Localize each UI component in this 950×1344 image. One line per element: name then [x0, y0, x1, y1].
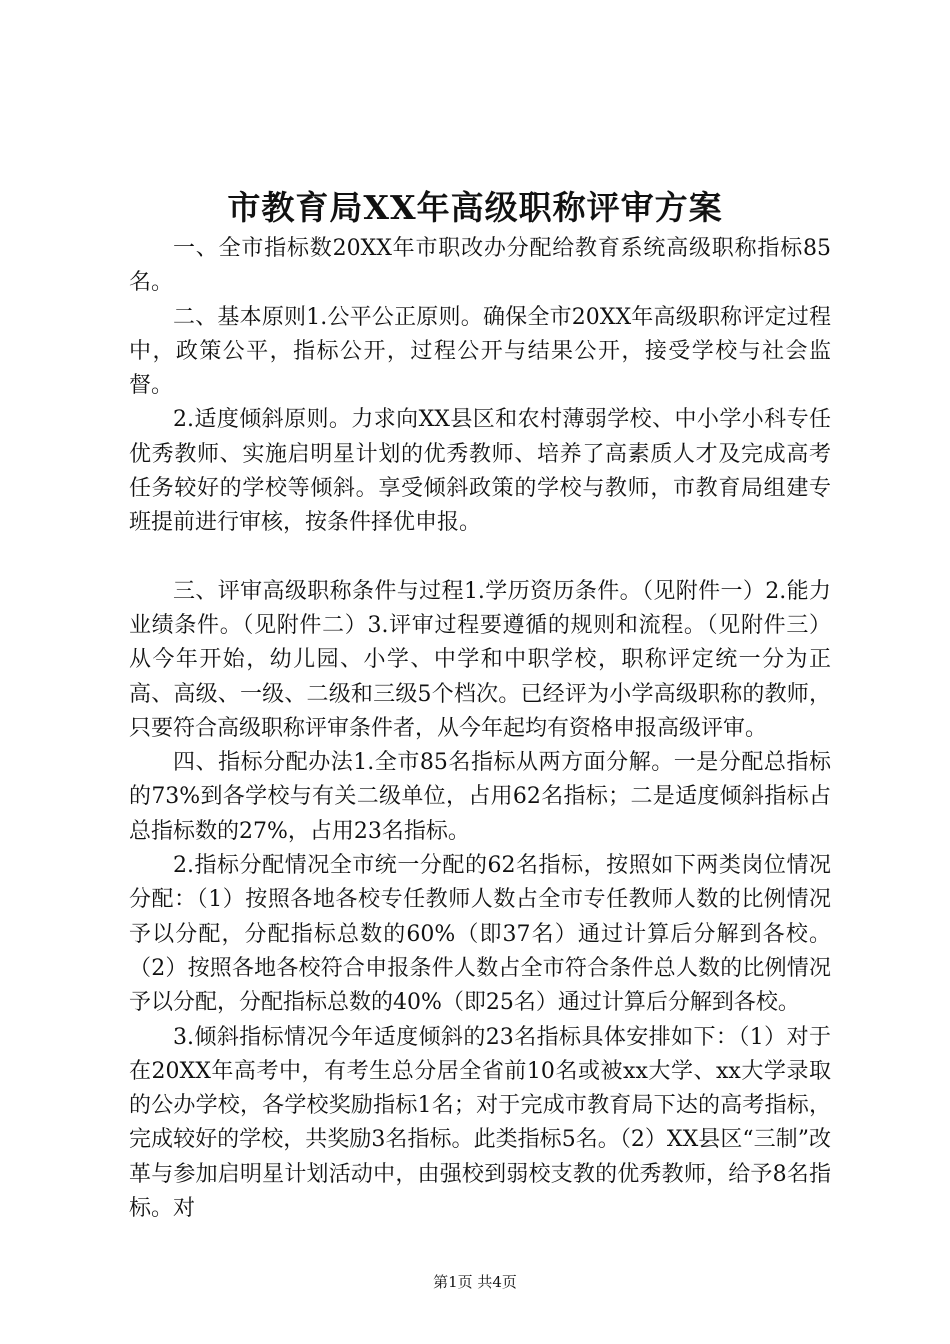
paragraph-4: 三、评审高级职称条件与过程1.学历资历条件。（见附件一）2.能力业绩条件。（见附件二）3.评审过程要遵循的规则和流程。（见附件三）从今年开始，幼儿园、小学、中学和中职学校，职称评定统一分为正高、高级、一级、二级和三级5个档次。已经评为小学高级职称的教师，只要符合高级职称评审条件者，从今年起均有资格申报高级评审。	[129, 578, 831, 741]
paragraph-5: 四、指标分配办法1.全市85名指标从两方面分解。一是分配总指标的73%到各学校与有关二级单位，占用62名指标；二是适度倾斜指标占总指标数的27%，占用23名指标。	[129, 750, 831, 844]
page-footer: 第1页 共4页	[433, 1273, 517, 1291]
paragraph-6: 2.指标分配情况全市统一分配的62名指标，按照如下两类岗位情况分配：（1）按照各地各校专任教师人数占全市专任教师人数的比例情况予以分配，分配指标总数的60%（即37名）通过计算后分解到各校。（2）按照各地各校符合申报条件人数占全市符合条件总人数的比例情况予以分配，分配指标总数的40%（即25名）通过计算后分解到各校。	[129, 853, 831, 1016]
paragraph-3: 2.适度倾斜原则。力求向XX县区和农村薄弱学校、中小学小科专任优秀教师、实施启明星计划的优秀教师、培养了高素质人才及完成高考任务较好的学校等倾斜。享受倾斜政策的学校与教师，市教育局组建专班提前进行审核，按条件择优申报。	[129, 407, 831, 536]
paragraph-7: 3.倾斜指标情况今年适度倾斜的23名指标具体安排如下：（1）对于在20XX年高考中，有考生总分居全省前10名或被xx大学、xx大学录取的公办学校，各学校奖励指标1名；对于完成市教育局下达的高考指标，完成较好的学校，共奖励3名指标。此类指标5名。（2）XX县区“三制”改革与参加启明星计划活动中，由强校到弱校支教的优秀教师，给予8名指标。对	[129, 1024, 831, 1222]
paragraph-2: 二、基本原则1.公平公正原则。确保全市20XX年高级职称评定过程中，政策公平，指标公开，过程公开与结果公开，接受学校与社会监督。	[129, 304, 831, 399]
document-title: 市教育局XX年高级职称评审方案	[227, 188, 723, 227]
document-body	[129, 232, 831, 1226]
paragraph-1: 一、全市指标数20XX年市职改办分配给教育系统高级职称指标85名。	[129, 236, 831, 296]
